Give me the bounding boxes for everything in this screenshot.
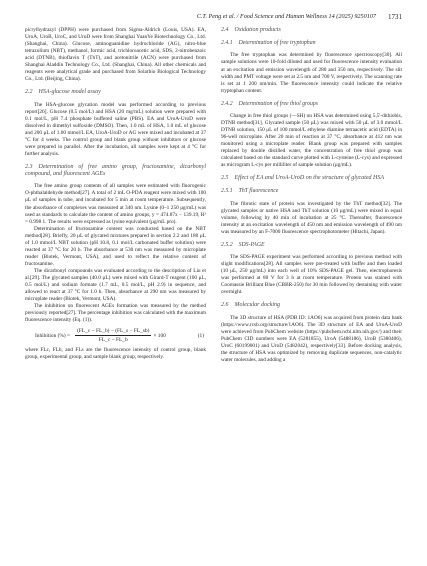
section-2-3-paragraph-1: The free amino group contents of all samples were estimated with fluorogenic O-phthalaldehyde method[27]. A total of 2 mL O-PDA reagent were mixed with 100 μL of samples in tube, and incubated for 5 min at room temperature. Subsequently, the absorbance of complexes was measured at 340 nm. Lysine (0–1 250 μg/mL) was used as standards to calculate the content of amino groups, y = 474.87x − 139.19, R² = 0.998 1. The results were expressed as lysine equivalent (μg/mL pro). [25, 183, 206, 225]
section-heading-2-6: 2.6 Molecular docking [221, 302, 280, 309]
equation-1: Inhibition (%) = $\frac{(FL\_c - FL\_b) - (FL\_s - FL\_sb)}{FL\_c - FL\_b}$ × 100 (1) [35, 328, 204, 344]
section-heading-2-4: 2.4 Oxidation products [221, 27, 281, 33]
section-2-3-paragraph-4: The inhibition on fluorescent AGEs formation was measured by the method previously reported[27]. The percentage inhibition was calculated with the maximum fluorescence intensity (Eq. (1)). [25, 303, 206, 324]
section-heading-2-4-1: 2.4.1 Determination of free tryptophan [221, 40, 316, 47]
page-header [25, 13, 402, 27]
body-columns [25, 27, 402, 364]
section-2-4-2-paragraph: Change in free thiol groups (—SH) on HSA was determined using 5,5'-dithiobis, DTNB method[31]. Glycated sample (50 μL) was mixed with 50 μL of 3.0 mmol/L DTNB solution, 150 μL of 100 mmol/L ethylene diamine tetraacetic acid (EDTA) in 96-well microplate. After 20 min of reaction at 37 °C, absorbance at 412 nm was monitored using a microplate reader. Blank group was prepared with samples replaced by double distilled water, the concentration of free thiol group was calculated based on the standard curve plotted with L-cysteine (L-cys) and expressed as microgram L-cys per milliliter of sample solution (μg/mL). [221, 112, 402, 169]
section-2-2-paragraph: The HSA-glucose glycation model was performed according to previous report[26]. Glucose (0.5 mol/L) and HSA (20 mg/mL) solution were prepared with 0.1 mol/L, pH 7.4 phosphate buffered saline (PBS). EA and UroA-UroD were dissolved in dimethyl sulfoxide (DMSO). Then, 1.0 mL of HSA, 1.0 mL of glucose and 200 μL of 1.00 mmol/L EA, UroA-UroD or AG were mixed and incubated at 37 °C for 4 weeks. The control group and blank group without inhibitors or glucose were prepared in parallel. After the incubation, all samples were kept at 4 °C for further analysis. [25, 101, 206, 157]
section-2-3-paragraph-2: Determination of fructosamine content was conducted based on the NBT method[28]. Briefly, 20 μL of glycated mixtures prepared in section 2.2 and 180 μL of 1.0 mmol/L NBT solution (pH 10.8, 0.1 mol/L carbonated buffer solution) were reacted at 37 °C for 20 h. The absorbance at 530 nm was measured by microplate reader (Biotek, Vermont, USA), and used to reflect the relative content of fructosamine. [25, 225, 206, 267]
section-heading-2-5: 2.5 Effect of EA and UroA-UroD on the structure of glycated HSA [221, 175, 385, 182]
section-heading-2-5-2: 2.5.2 SDS-PAGE [221, 241, 265, 248]
section-2-3-paragraph-3: The dicarbonyl compounds was evaluated according to the description of Liu et al.[29]. The glycated samples (40.0 μL) were mixed with Girard-T reagent (100 μL, 0.5 mol/L) and sodium formate (1.7 mL, 0.5 mol/L, pH 2.9) in sequence, and allowed to react at 37 °C for 1.0 h. Then, absorbance at 290 nm was measured by microplate reader (Biotek, Vermont, USA). [25, 267, 206, 303]
section-2-5-1-paragraph: The fibrotic state of protein was investigated by the ThT method[32]. The glycated samples or native HSA and ThT solution (10 μg/mL) were mixed in equal volume, following by 40 min of incubation at 25 °C. Thereafter, fluorescence intensity at an excitation wavelength of 450 nm and emission wavelength of 490 nm was measured by an F-7000 fluorescence spectrophotometer (Hitachi, Japan). [221, 200, 402, 235]
section-heading-2-2: 2.2 HSA-glucose model assay [25, 89, 101, 96]
section-2-4-1-paragraph: The free tryptophan was determined by fluorescence spectroscopy[30]. All sample solutions were 10-fold diluted and used for fluorescence intensity evaluation at an excitation and emission wavelength of 280 and 350 nm, respectively. The slit width and PMT voltage were set at 2.5 nm and 700 V, respectively. The scanning rate is set at 1 200 nm/min. The fluorescence intensity could indicate the relative tryptophan content. [221, 52, 402, 94]
section-2-5-2-paragraph: The SDS-PAGE experiment was performed according to previous method with slight modifications[28]. All samples were pre-treated with buffer and then loaded (10 μL, 250 μg/mL) into each well of 10% SDS-PAGE gel. Then, electrophoresis was performed at 80 V for 3 h at room temperature. Protein was stained with Coomassie Brilliant Blue (CBBR-250) for 30 min followed by destaining with water overnight. [221, 254, 402, 296]
page-number: 1731 [388, 13, 402, 21]
section-heading-2-4-2: 2.4.2 Determination of free thiol groups [221, 100, 319, 107]
running-title: C.T. Peng et al. / Food Science and Human Wellness 14 (2025) 9250107 [196, 13, 376, 20]
equation-where-paragraph: where FLc, FLb, and FLs are the fluorescence intensity of control group, blank group, experimental group, and sample blank group, respectively. [25, 347, 206, 361]
section-heading-2-5-1: 2.5.1 ThT fluorescence [221, 188, 279, 195]
right-column [221, 27, 402, 364]
section-2-6-paragraph: The 3D structure of HSA (PDB ID: 1AO6) was acquired from protein data bank (https://www.rcsb.org/structure/1AO6). The 3D structure of EA and UroA-UroD were achieved from PubChem website (https://pubchem.ncbi.nlm.nih.gov/) and their PubChem CID numbers were EA (5281855), UroA (5488186), UroB (5380406), UroC (60199001) and UroD (5482042), respectively[33]. Before docking analysis, the structure of HSA was optimized by removing duplicate sequences, non-catalytic water molecules, and adding a [221, 314, 402, 363]
equation-number: (1) [197, 332, 204, 339]
materials-paragraph: picrylhydrazyl (DPPH) were purchased from Sigma-Aldrich (Louis, USA). EA, UroA, UroB, UroC, and UroD were from Shanghai YuanYe Biotechnology Co., Ltd. (Shanghai, China). Glucose, aminoguanidine hydrochloride (AG), nitro-blue tetrazolium (NBT), methanol, formic acid, trichloroacetic acid, SDS, 2-nitrobenzoic acid (DTNB), thioflavin T (ThT), and acetonitrile (ACN) were purchased from Shanghai Aladdin Technology Co., Ltd. (Shanghai, China). All other chemicals and reagents were analytical grade and purchased from Solarbio Biological Technology Co., Ltd. (Beijing, China). [25, 27, 206, 83]
left-column [25, 27, 206, 364]
section-heading-2-3: 2.3 Determination of free amino group, fructosamine, dicarbonyl compound, and fluorescent AGEs [25, 163, 206, 178]
equation-denominator: FL_c − FL_b [98, 337, 128, 344]
equation-numerator: (FL_c − FL_b) − (FL_s − FL_sb) [77, 328, 150, 335]
